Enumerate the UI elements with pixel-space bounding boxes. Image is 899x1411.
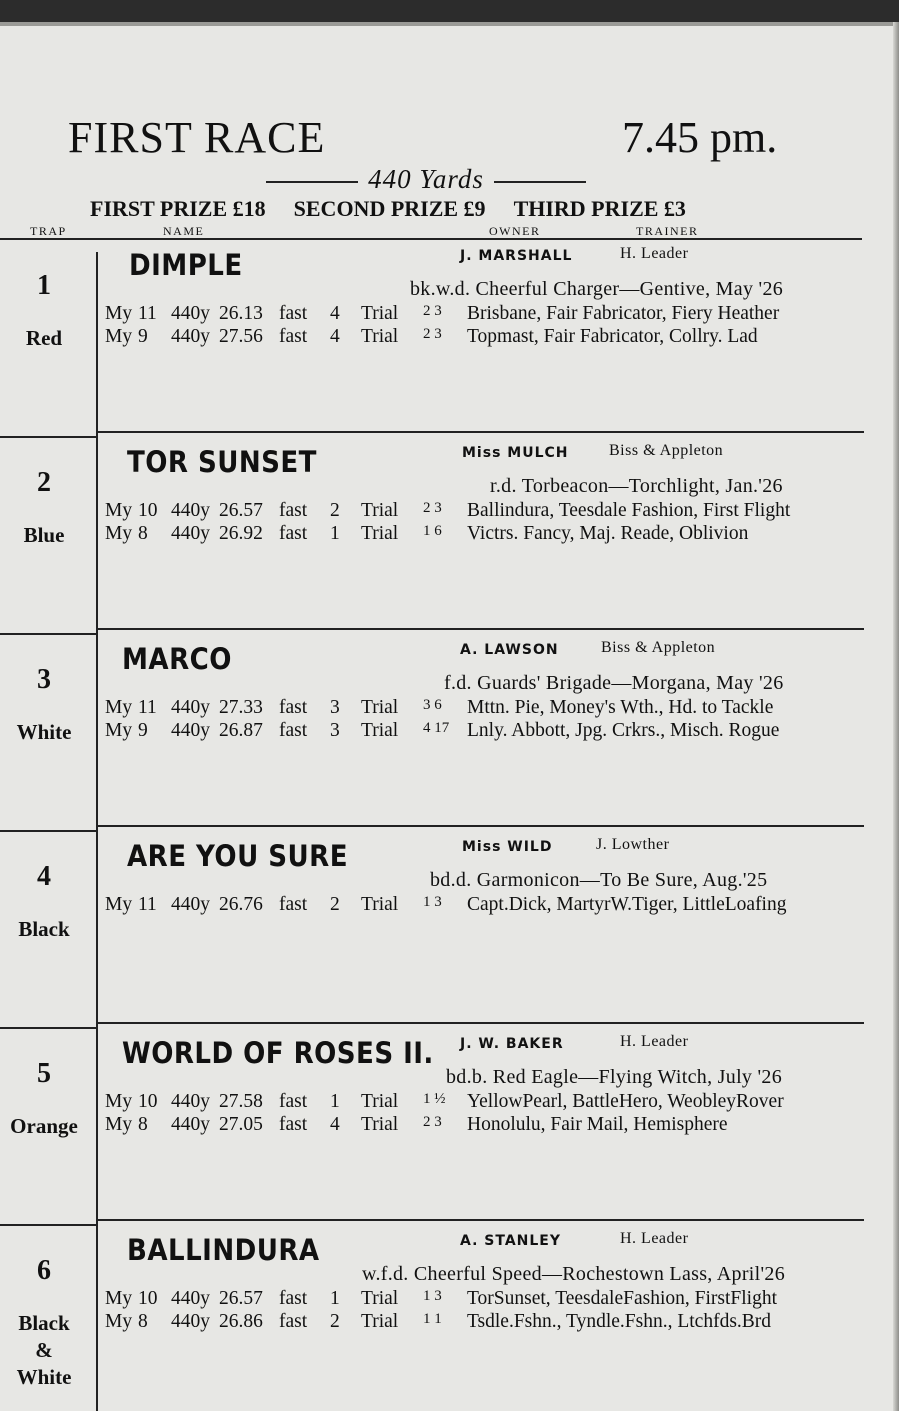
form-type: Trial	[361, 1288, 399, 1309]
form-notes: Capt.Dick, MartyrW.Tiger, LittleLoafing	[467, 894, 787, 915]
form-notes: Lnly. Abbott, Jpg. Crkrs., Misch. Rogue	[467, 720, 780, 741]
form-going: fast	[279, 523, 308, 544]
form-pos: 1	[330, 1288, 340, 1309]
race-distance	[244, 164, 608, 195]
col-header-owner: OWNER	[489, 224, 541, 238]
form-notes: Brisbane, Fair Fabricator, Fiery Heather	[467, 303, 780, 324]
pedigree-line: bk.w.d. Cheerful Charger—Gentive, May '26	[410, 278, 784, 300]
form-day: 11	[138, 303, 157, 324]
trap-color: White	[16, 720, 72, 744]
form-going: fast	[279, 1311, 308, 1332]
trap-separator-rule	[0, 1224, 96, 1226]
form-notes: Tsdle.Fshn., Tyndle.Fshn., Ltchfds.Brd	[467, 1311, 772, 1332]
form-pos: 2	[330, 500, 340, 521]
form-pos: 2	[330, 1311, 340, 1332]
distance-dash-left	[266, 181, 358, 183]
form-day: 10	[138, 1091, 158, 1112]
entry-separator-rule	[96, 431, 864, 433]
form-notes: YellowPearl, BattleHero, WeobleyRover	[467, 1091, 784, 1112]
top-edge-shadow	[0, 22, 899, 26]
trap-number: 2	[37, 467, 51, 498]
form-pos: 3	[330, 697, 340, 718]
form-type: Trial	[361, 303, 399, 324]
form-dist: 440y	[171, 1311, 210, 1332]
col-header-trap: TRAP	[30, 224, 67, 238]
form-dist: 440y	[171, 1091, 210, 1112]
form-pos: 4	[330, 303, 340, 324]
form-odds: 2 3	[423, 1114, 442, 1130]
trainer-name: H. Leader	[620, 1230, 689, 1247]
form-going: fast	[279, 1114, 308, 1135]
owner-name: A. LAWSON	[460, 642, 559, 658]
form-month: My	[105, 1091, 133, 1112]
form-month: My	[105, 697, 133, 718]
trap-color: Blue	[23, 523, 65, 547]
form-time: 26.87	[219, 720, 263, 741]
form-dist: 440y	[171, 1114, 210, 1135]
form-month: My	[105, 303, 133, 324]
trap-number: 5	[37, 1058, 51, 1089]
pedigree-line: bd.b. Red Eagle—Flying Witch, July '26	[446, 1066, 783, 1088]
trap-separator-rule	[0, 830, 96, 832]
form-going: fast	[279, 1091, 308, 1112]
form-going: fast	[279, 303, 308, 324]
form-pos: 1	[330, 523, 340, 544]
form-pos: 1	[330, 1091, 340, 1112]
distance-text: 440 Yards	[368, 164, 484, 194]
dog-name: ARE YOU SURE	[127, 839, 348, 873]
pedigree-line: w.f.d. Cheerful Speed—Rochestown Lass, April'26	[362, 1263, 786, 1285]
form-day: 8	[138, 1114, 148, 1135]
form-going: fast	[279, 326, 308, 347]
form-dist: 440y	[171, 1288, 210, 1309]
form-day: 11	[138, 894, 157, 915]
trap-separator-rule	[0, 436, 96, 438]
form-time: 26.57	[219, 500, 263, 521]
form-pos: 3	[330, 720, 340, 741]
form-month: My	[105, 1288, 133, 1309]
second-prize: SECOND PRIZE £9	[293, 196, 486, 221]
form-odds: 1 3	[423, 894, 442, 910]
form-odds: 2 3	[423, 303, 442, 319]
form-odds: 2 3	[423, 500, 442, 516]
form-type: Trial	[361, 523, 399, 544]
form-month: My	[105, 1311, 133, 1332]
form-going: fast	[279, 894, 308, 915]
form-going: fast	[279, 697, 308, 718]
dog-name: BALLINDURA	[127, 1233, 320, 1267]
form-dist: 440y	[171, 894, 210, 915]
first-prize: FIRST PRIZE £18	[90, 196, 266, 221]
form-type: Trial	[361, 326, 399, 347]
form-notes: Mttn. Pie, Money's Wth., Hd. to Tackle	[467, 697, 774, 718]
dog-name: MARCO	[122, 642, 232, 676]
form-time: 27.33	[219, 697, 263, 718]
form-dist: 440y	[171, 326, 210, 347]
form-type: Trial	[361, 894, 399, 915]
trap-number: 4	[37, 861, 51, 892]
form-odds: 1 1	[423, 1311, 442, 1327]
form-dist: 440y	[171, 720, 210, 741]
form-pos: 4	[330, 326, 340, 347]
form-type: Trial	[361, 720, 399, 741]
trap-column-rule	[96, 252, 98, 1411]
form-type: Trial	[361, 697, 399, 718]
third-prize: THIRD PRIZE £3	[513, 196, 686, 221]
form-month: My	[105, 720, 133, 741]
trap-number: 3	[37, 664, 51, 695]
form-pos: 4	[330, 1114, 340, 1135]
form-time: 26.76	[219, 894, 263, 915]
form-type: Trial	[361, 1311, 399, 1332]
form-dist: 440y	[171, 500, 210, 521]
pedigree-line: bd.d. Garmonicon—To Be Sure, Aug.'25	[430, 869, 768, 891]
race-time: 7.45 pm.	[622, 113, 778, 162]
form-odds: 4 17	[423, 720, 450, 736]
form-day: 11	[138, 697, 157, 718]
pedigree-line: f.d. Guards' Brigade—Morgana, May '26	[444, 672, 784, 694]
trap-separator-rule	[0, 633, 96, 635]
form-odds: 1 3	[423, 1288, 442, 1304]
form-month: My	[105, 523, 133, 544]
form-notes: Ballindura, Teesdale Fashion, First Flight	[467, 500, 791, 521]
form-time: 27.58	[219, 1091, 263, 1112]
dog-name: TOR SUNSET	[127, 445, 317, 479]
form-type: Trial	[361, 500, 399, 521]
form-type: Trial	[361, 1114, 399, 1135]
trainer-name: H. Leader	[620, 245, 689, 262]
form-time: 26.86	[219, 1311, 263, 1332]
form-notes: Topmast, Fair Fabricator, Collry. Lad	[467, 326, 758, 347]
form-day: 8	[138, 1311, 148, 1332]
top-edge-dark	[0, 0, 899, 22]
trap-color: Red	[25, 326, 63, 350]
dog-name: DIMPLE	[129, 248, 243, 282]
form-time: 27.56	[219, 326, 263, 347]
form-time: 26.13	[219, 303, 263, 324]
form-odds: 1 ½	[423, 1091, 446, 1107]
form-dist: 440y	[171, 523, 210, 544]
race-title: FIRST RACE	[68, 113, 326, 162]
form-month: My	[105, 1114, 133, 1135]
dog-name: WORLD OF ROSES II.	[122, 1036, 434, 1070]
trap-color: Black	[18, 917, 70, 941]
form-month: My	[105, 894, 133, 915]
form-going: fast	[279, 1288, 308, 1309]
trainer-name: Biss & Appleton	[601, 639, 716, 656]
trap-number: 6	[37, 1255, 51, 1286]
form-odds: 2 3	[423, 326, 442, 342]
entry-separator-rule	[96, 628, 864, 630]
trap-number: 1	[37, 270, 51, 301]
pedigree-line: r.d. Torbeacon—Torchlight, Jan.'26	[490, 475, 783, 497]
form-day: 9	[138, 326, 148, 347]
form-dist: 440y	[171, 697, 210, 718]
form-month: My	[105, 326, 133, 347]
entry-separator-rule	[96, 1219, 864, 1221]
distance-dash-right	[494, 181, 586, 183]
form-odds: 3 6	[423, 697, 442, 713]
owner-name: Miss WILD	[462, 839, 553, 855]
trainer-name: J. Lowther	[596, 836, 670, 853]
form-notes: TorSunset, TeesdaleFashion, FirstFlight	[467, 1288, 777, 1309]
owner-name: A. STANLEY	[460, 1233, 562, 1249]
trap-color: Orange	[10, 1114, 78, 1138]
form-going: fast	[279, 720, 308, 741]
prize-line	[90, 196, 714, 222]
form-type: Trial	[361, 1091, 399, 1112]
form-odds: 1 6	[423, 523, 442, 539]
form-day: 10	[138, 1288, 158, 1309]
form-time: 26.57	[219, 1288, 263, 1309]
form-month: My	[105, 500, 133, 521]
owner-name: J. MARSHALL	[460, 248, 573, 264]
trainer-name: Biss & Appleton	[609, 442, 724, 459]
entry-separator-rule	[96, 825, 864, 827]
form-time: 26.92	[219, 523, 263, 544]
form-pos: 2	[330, 894, 340, 915]
trainer-name: H. Leader	[620, 1033, 689, 1050]
col-header-trainer: TRAINER	[636, 224, 699, 238]
form-day: 10	[138, 500, 158, 521]
header-rule	[0, 238, 862, 240]
form-day: 8	[138, 523, 148, 544]
form-dist: 440y	[171, 303, 210, 324]
form-time: 27.05	[219, 1114, 263, 1135]
form-notes: Honolulu, Fair Mail, Hemisphere	[467, 1114, 728, 1135]
trap-separator-rule	[0, 1027, 96, 1029]
owner-name: J. W. BAKER	[460, 1036, 564, 1052]
form-going: fast	[279, 500, 308, 521]
trap-color: Black & White	[16, 1311, 72, 1389]
entry-separator-rule	[96, 1022, 864, 1024]
form-day: 9	[138, 720, 148, 741]
col-header-name: NAME	[163, 224, 205, 238]
owner-name: Miss MULCH	[462, 445, 569, 461]
form-notes: Victrs. Fancy, Maj. Reade, Oblivion	[467, 523, 749, 544]
right-edge-shadow	[893, 22, 899, 1411]
